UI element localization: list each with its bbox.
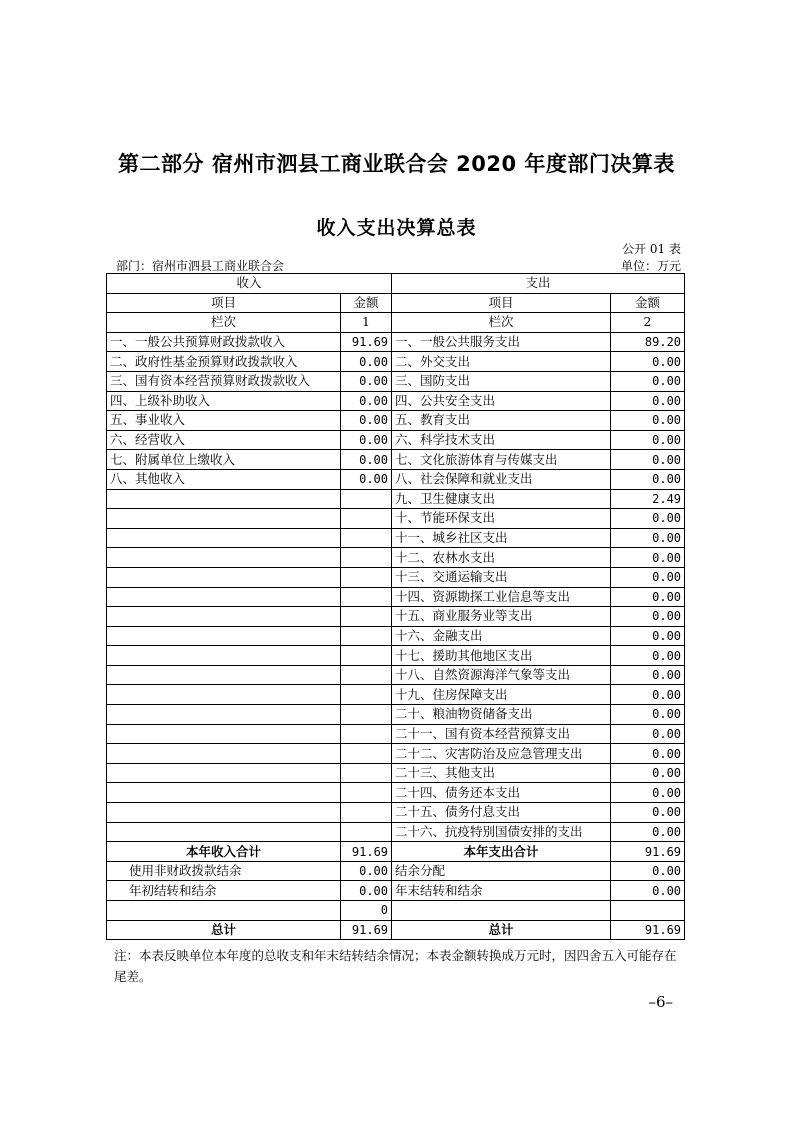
expense-amount-header: 金额 — [611, 293, 685, 313]
table-row — [107, 548, 685, 568]
income-amount — [341, 646, 392, 666]
income-item — [107, 489, 341, 509]
table-row — [107, 332, 685, 352]
income-amount: 0.00 — [341, 391, 392, 411]
table-row — [107, 430, 685, 450]
expense-item: 一、一般公共服务支出 — [392, 332, 611, 352]
income-amount: 0.00 — [341, 861, 392, 881]
income-amount: 0.00 — [341, 881, 392, 901]
table-row — [107, 489, 685, 509]
income-amount — [341, 587, 392, 607]
unit-label: 单位：万元 — [620, 259, 681, 273]
income-item — [107, 803, 341, 823]
expense-item: 五、教育支出 — [392, 411, 611, 431]
subtotal-row — [107, 842, 685, 862]
expense-amount: 0.00 — [611, 371, 685, 391]
income-expense-table — [106, 273, 685, 940]
expense-item: 二十六、抗疫特别国债安排的支出 — [392, 822, 611, 842]
income-amount — [341, 528, 392, 548]
expense-amount: 0.00 — [611, 587, 685, 607]
table-row — [107, 783, 685, 803]
income-item — [107, 607, 341, 627]
income-item: 六、经营收入 — [107, 430, 341, 450]
expense-amount: 0.00 — [611, 411, 685, 431]
income-column-number: 1 — [341, 313, 392, 333]
expense-amount: 0.00 — [611, 391, 685, 411]
table-row — [107, 646, 685, 666]
income-item — [107, 626, 341, 646]
expense-amount: 0.00 — [611, 450, 685, 470]
income-amount — [341, 567, 392, 587]
table-row — [107, 724, 685, 744]
income-amount — [341, 665, 392, 685]
expense-item: 二十三、其他支出 — [392, 763, 611, 783]
income-item: 八、其他收入 — [107, 469, 341, 489]
income-amount — [341, 685, 392, 705]
income-amount — [341, 724, 392, 744]
income-header: 收入 — [107, 274, 392, 294]
income-item — [107, 587, 341, 607]
income-item-header: 项目 — [107, 293, 341, 313]
income-amount — [341, 489, 392, 509]
table-row — [107, 626, 685, 646]
expense-item: 十四、资源勘探工业信息等支出 — [392, 587, 611, 607]
income-amount — [341, 548, 392, 568]
expense-amount: 0.00 — [611, 881, 685, 901]
expense-amount: 2.49 — [611, 489, 685, 509]
income-amount — [341, 763, 392, 783]
income-subtotal-label: 本年收入合计 — [107, 842, 341, 862]
page-number: –6– — [648, 993, 673, 1011]
expense-item: 八、社会保障和就业支出 — [392, 469, 611, 489]
table-row — [107, 509, 685, 529]
expense-item: 二十、粮油物资储备支出 — [392, 705, 611, 725]
expense-amount: 0.00 — [611, 744, 685, 764]
table-subheader-row — [107, 293, 685, 313]
expense-item: 二、外交支出 — [392, 352, 611, 372]
expense-item: 二十五、债务付息支出 — [392, 803, 611, 823]
income-amount — [341, 607, 392, 627]
expense-amount: 0.00 — [611, 861, 685, 881]
income-amount — [341, 744, 392, 764]
expense-header: 支出 — [392, 274, 685, 294]
expense-amount: 0.00 — [611, 548, 685, 568]
table-row — [107, 803, 685, 823]
expense-amount: 0.00 — [611, 646, 685, 666]
table-row — [107, 744, 685, 764]
income-item: 使用非财政拨款结余 — [107, 861, 341, 881]
expense-item: 九、卫生健康支出 — [392, 489, 611, 509]
table-row — [107, 391, 685, 411]
expense-item: 六、科学技术支出 — [392, 430, 611, 450]
income-item: 年初结转和结余 — [107, 881, 341, 901]
table-row — [107, 371, 685, 391]
expense-amount: 0.00 — [611, 783, 685, 803]
expense-amount: 0.00 — [611, 724, 685, 744]
total-row — [107, 920, 685, 940]
income-amount: 0.00 — [341, 371, 392, 391]
income-item — [107, 646, 341, 666]
table-row — [107, 567, 685, 587]
table-row — [107, 665, 685, 685]
extra-row — [107, 861, 685, 881]
income-amount: 0.00 — [341, 430, 392, 450]
expense-amount: 0.00 — [611, 528, 685, 548]
table-row — [107, 352, 685, 372]
income-item — [107, 705, 341, 725]
income-item — [107, 724, 341, 744]
expense-amount — [611, 901, 685, 921]
expense-amount: 0.00 — [611, 626, 685, 646]
expense-total-amount: 91.69 — [611, 920, 685, 940]
table-body — [107, 274, 685, 940]
income-amount — [341, 705, 392, 725]
income-item — [107, 783, 341, 803]
table-row — [107, 450, 685, 470]
expense-item: 二十一、国有资本经营预算支出 — [392, 724, 611, 744]
expense-item: 十六、金融支出 — [392, 626, 611, 646]
income-item — [107, 822, 341, 842]
expense-amount: 0.00 — [611, 803, 685, 823]
expense-item: 年末结转和结余 — [392, 881, 611, 901]
expense-item-header: 项目 — [392, 293, 611, 313]
expense-item: 二十四、债务还本支出 — [392, 783, 611, 803]
expense-item: 十一、城乡社区支出 — [392, 528, 611, 548]
expense-amount: 89.20 — [611, 332, 685, 352]
income-amount: 91.69 — [341, 332, 392, 352]
income-item — [107, 665, 341, 685]
expense-item: 十七、援助其他地区支出 — [392, 646, 611, 666]
expense-item: 二十二、灾害防治及应急管理支出 — [392, 744, 611, 764]
page-title: 第二部分 宿州市泗县工商业联合会 2020 年度部门决算表 — [118, 152, 675, 176]
income-item: 四、上级补助收入 — [107, 391, 341, 411]
expense-item: 七、文化旅游体育与传媒支出 — [392, 450, 611, 470]
expense-item: 十九、住房保障支出 — [392, 685, 611, 705]
table-header-row — [107, 274, 685, 294]
expense-amount: 0.00 — [611, 685, 685, 705]
expense-item: 四、公共安全支出 — [392, 391, 611, 411]
income-amount: 0.00 — [341, 450, 392, 470]
form-code: 公开 01 表 — [622, 242, 681, 256]
income-item — [107, 901, 341, 921]
income-amount: 0 — [341, 901, 392, 921]
expense-item: 十八、自然资源海洋气象等支出 — [392, 665, 611, 685]
income-item: 三、国有资本经营预算财政拨款收入 — [107, 371, 341, 391]
income-item — [107, 744, 341, 764]
table-row — [107, 685, 685, 705]
extra-row — [107, 901, 685, 921]
expense-item: 十、节能环保支出 — [392, 509, 611, 529]
income-amount — [341, 783, 392, 803]
expense-item: 十二、农林水支出 — [392, 548, 611, 568]
extra-row — [107, 881, 685, 901]
expense-amount: 0.00 — [611, 352, 685, 372]
table-row — [107, 822, 685, 842]
income-amount: 0.00 — [341, 352, 392, 372]
table-row — [107, 469, 685, 489]
table-row — [107, 411, 685, 431]
expense-total-label: 总计 — [392, 920, 611, 940]
income-item: 五、事业收入 — [107, 411, 341, 431]
expense-amount: 0.00 — [611, 763, 685, 783]
expense-amount: 0.00 — [611, 822, 685, 842]
income-amount: 0.00 — [341, 469, 392, 489]
income-subtotal-amount: 91.69 — [341, 842, 392, 862]
income-amount — [341, 803, 392, 823]
column-number-row — [107, 313, 685, 333]
table-row — [107, 587, 685, 607]
income-item — [107, 763, 341, 783]
expense-item: 十五、商业服务业等支出 — [392, 607, 611, 627]
expense-subtotal-amount: 91.69 — [611, 842, 685, 862]
expense-amount: 0.00 — [611, 430, 685, 450]
expense-amount: 0.00 — [611, 705, 685, 725]
income-total-label: 总计 — [107, 920, 341, 940]
income-item: 一、一般公共预算财政拨款收入 — [107, 332, 341, 352]
table-row — [107, 763, 685, 783]
expense-amount: 0.00 — [611, 567, 685, 587]
income-amount — [341, 822, 392, 842]
table-row — [107, 607, 685, 627]
income-amount: 0.00 — [341, 411, 392, 431]
expense-item — [392, 901, 611, 921]
income-item — [107, 548, 341, 568]
expense-column-label: 栏次 — [392, 313, 611, 333]
income-amount — [341, 509, 392, 529]
department-label: 部门：宿州市泗县工商业联合会 — [116, 259, 285, 273]
expense-item: 十三、交通运输支出 — [392, 567, 611, 587]
income-column-label: 栏次 — [107, 313, 341, 333]
table-row — [107, 705, 685, 725]
expense-amount: 0.00 — [611, 509, 685, 529]
footnote: 注：本表反映单位本年度的总收支和年末结转结余情况；本表金额转换成万元时，因四舍五入可能存在尾差。 — [114, 948, 677, 984]
income-item — [107, 567, 341, 587]
expense-amount: 0.00 — [611, 665, 685, 685]
income-item — [107, 509, 341, 529]
income-amount — [341, 626, 392, 646]
table-title: 收入支出决算总表 — [316, 217, 477, 239]
income-amount-header: 金额 — [341, 293, 392, 313]
expense-amount: 0.00 — [611, 607, 685, 627]
expense-column-number: 2 — [611, 313, 685, 333]
income-total-amount: 91.69 — [341, 920, 392, 940]
income-item: 二、政府性基金预算财政拨款收入 — [107, 352, 341, 372]
expense-amount: 0.00 — [611, 469, 685, 489]
expense-item: 结余分配 — [392, 861, 611, 881]
table-row — [107, 528, 685, 548]
income-item — [107, 685, 341, 705]
income-item — [107, 528, 341, 548]
expense-subtotal-label: 本年支出合计 — [392, 842, 611, 862]
expense-item: 三、国防支出 — [392, 371, 611, 391]
income-item: 七、附属单位上缴收入 — [107, 450, 341, 470]
